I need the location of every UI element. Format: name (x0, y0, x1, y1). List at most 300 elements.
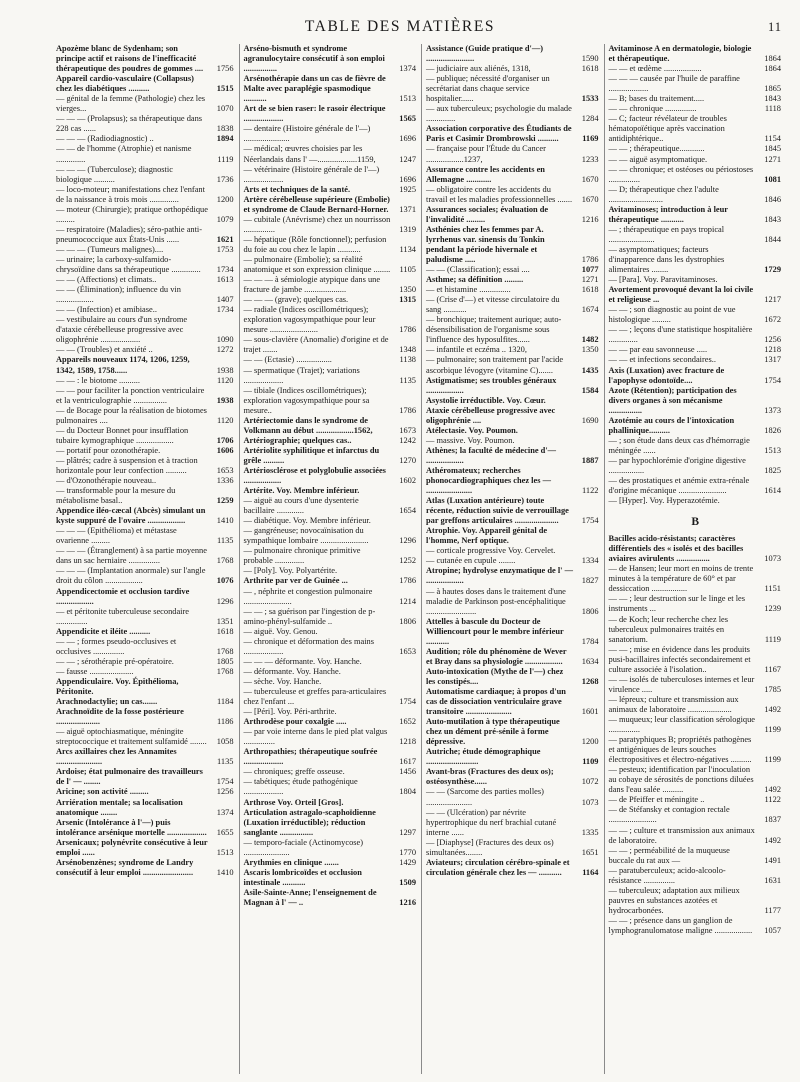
entry-text: — — — à sémiologie atypique dans une fracture de jambe .................... (243, 275, 381, 295)
entry-page-number: 1825 (764, 465, 781, 475)
entry-text: Attelles à bascule du Docteur de Williencourt pour le membre inférieur ........... (426, 616, 564, 646)
entry-text: — spermatique (Trajet); variations ................... (243, 365, 360, 385)
entry-page-number: 1654 (399, 506, 416, 516)
entry-text: — — (Ulcération) par névrite hypertrophique du nerf brachial cutané interne ...... (426, 807, 557, 837)
entry-text: Arséno-bismuth et syndrome agranulocytaire consécutif à son emploi ................ (243, 44, 385, 74)
entry-page-number: 1754 (581, 516, 599, 526)
index-entry (56, 476, 235, 486)
entry-page-number: 1199 (764, 725, 781, 735)
entry-text: — de Stéfansky et contagion rectale ....................... (608, 805, 730, 825)
entry-page-number: 1259 (216, 496, 234, 506)
entry-page-number: 1169 (582, 134, 599, 144)
index-entry (609, 225, 783, 245)
entry-page-number: 1138 (399, 355, 416, 365)
index-entry (244, 657, 418, 667)
index-entry (56, 305, 235, 315)
entry-text: Autriche; étude démographique ......................... (426, 747, 541, 767)
index-entry (609, 345, 783, 355)
entry-text: Art de se bien raser: le rasoir électrique ................... (243, 104, 386, 124)
index-entry (244, 446, 418, 466)
entry-text: — — chronique ............... (608, 104, 697, 114)
entry-page-number: 1754 (399, 697, 416, 707)
index-entry (56, 798, 235, 818)
index-entry (609, 695, 783, 715)
index-entry (56, 727, 235, 747)
entry-page-number: 1509 (399, 877, 416, 887)
entry-page-number: 1057 (764, 925, 781, 935)
index-entry (426, 717, 600, 747)
entry-text: — — (Sarcome des parties molles) ...................... (426, 787, 544, 807)
entry-page-number: 1315 (399, 295, 416, 305)
index-entry (56, 386, 235, 406)
entry-text: — corticale progressive Voy. Cervelet. (426, 546, 556, 556)
entry-text: — — aiguë asymptomatique. (608, 154, 708, 164)
entry-page-number: 1753 (216, 244, 234, 254)
index-entry (244, 275, 418, 295)
entry-text: — aux tuberculeux; psychologie du malade .............. (426, 104, 572, 124)
entry-page-number: 1784 (581, 636, 599, 646)
entry-text: — — (Infection) et amibiase.. (56, 305, 157, 315)
entry-text: — judiciaire aux aliénés, 1318, (426, 64, 531, 74)
entry-page-number: 1768 (216, 556, 234, 566)
entry-page-number: 1077 (581, 265, 599, 275)
entry-text: — — ; thérapeutique............ (608, 144, 705, 154)
entry-text: — lépreux; culture et transmission aux animaux de laboratoire ..................... (608, 694, 739, 714)
entry-page-number: 1491 (764, 855, 781, 865)
index-entry (426, 406, 600, 426)
entry-page-number: 1216 (399, 897, 416, 907)
index-entry (244, 104, 418, 124)
entry-text: Artériectomie dans le syndrome de Volkmann au début ..................1562, (243, 415, 373, 435)
index-entry (56, 185, 235, 205)
index-entry (426, 104, 600, 124)
index-entry (609, 594, 783, 614)
index-entry (609, 715, 783, 735)
entry-page-number: 1317 (764, 355, 781, 365)
index-entry (56, 697, 235, 707)
entry-text: — tuberculeux; adaptation aux milieux pauvres en substances azotées et hydrocarbonées. (608, 885, 740, 915)
index-entry (56, 566, 235, 586)
entry-page-number: 1105 (399, 265, 416, 275)
index-entry (609, 205, 783, 225)
entry-text: — — ; formes pseudo-occlusives et occlusives ............... (56, 636, 177, 656)
entry-text: — — et œdème .................. (608, 64, 702, 74)
entry-page-number: 1864 (764, 54, 781, 64)
entry-page-number: 1736 (216, 174, 234, 184)
entry-page-number: 1177 (764, 905, 781, 915)
index-entry (609, 366, 783, 386)
entry-text: Ataxie cérébelleuse progressive avec oligophrénie .... (426, 405, 556, 425)
entry-page-number: 1429 (399, 857, 416, 867)
entry-text: Athènes; la faculté de médecine d'— .................. (426, 445, 557, 465)
entry-text: — , néphrite et congestion pulmonaire ....................... (243, 586, 373, 606)
entry-page-number: 1371 (399, 204, 416, 214)
index-entry (56, 44, 235, 74)
entry-page-number: 1239 (764, 604, 781, 614)
index-entry (56, 546, 235, 566)
entry-text: — — — causée par l'huile de paraffine ................... (608, 74, 740, 94)
index-entry (609, 534, 783, 564)
entry-page-number: 1786 (581, 254, 599, 264)
index-entry (426, 546, 600, 556)
index-entry (426, 667, 600, 687)
entry-text: — génital de la femme (Pathologie) chez les vierges... (56, 94, 206, 114)
entry-text: Azotémie au cours de l'intoxication phallinique.......... (608, 415, 735, 435)
entry-page-number: 1135 (217, 536, 234, 546)
entry-page-number: 1492 (764, 835, 781, 845)
index-entry (56, 587, 235, 607)
entry-text: — — de l'homme (Atrophie) et nanisme .............. (56, 144, 192, 164)
index-columns (56, 44, 786, 1074)
index-entry (56, 345, 235, 355)
index-entry (609, 144, 783, 154)
entry-text: Association corporative des Étudiants de Paris et Casimir Drombrowski .......... (426, 124, 572, 144)
entry-page-number: 1350 (581, 345, 599, 355)
entry-text: — [Para]. Voy. Paravitaminoses. (608, 275, 718, 285)
entry-text: — [Poly]. Voy. Polyartérite. (243, 566, 338, 576)
entry-text: Auto-mutilation à type thérapeutique chez un dément pré-sénile à forme dépressive. (426, 717, 560, 747)
index-entry (244, 637, 418, 657)
index-entry (426, 225, 600, 265)
entry-text: Arsénothérapie dans un cas de fièvre de Malte avec paraplégie spasmodique ........... (243, 74, 386, 104)
index-entry (56, 526, 235, 546)
index-entry (609, 765, 783, 795)
index-entry (609, 104, 783, 114)
index-entry (244, 798, 418, 808)
index-entry (426, 396, 600, 406)
entry-text: — paratyphiques B; propriétés pathogènes et antigéniques de leurs souches électropositives et électro-négatives .......... (608, 735, 752, 765)
index-entry (609, 185, 783, 205)
entry-text: — pulmonaire (Embolie); sa réalité anatomique et son expression clinique ........ (243, 254, 391, 275)
entry-text: — respiratoire (Maladies); séro-pathie anti-pneumococcique aux États-Unis ...... (56, 224, 203, 244)
entry-page-number: 1729 (764, 265, 781, 275)
entry-text: — — (Classification); essai .... (426, 265, 530, 275)
entry-text: Atélectasie. Voy. Poumon. (426, 425, 518, 435)
entry-page-number: 1631 (764, 875, 781, 885)
entry-page-number: 1217 (764, 295, 781, 305)
entry-text: Appareil cardio-vasculaire (Collapsus) chez les diabétiques .......... (56, 74, 194, 94)
index-entry (609, 74, 783, 94)
entry-text: — par hypochlorémie d'origine digestive ................. (608, 455, 746, 475)
index-entry (244, 215, 418, 235)
index-entry (426, 315, 600, 345)
index-entry (244, 185, 418, 195)
entry-text: Athéromateux; recherches phonocardiographiques chez les — ...................... (426, 465, 551, 496)
index-entry (56, 315, 235, 345)
index-entry (244, 566, 418, 576)
entry-page-number: 1513 (399, 94, 416, 104)
index-entry (609, 416, 783, 436)
entry-page-number: 1674 (581, 305, 599, 315)
entry-text: Asthme; sa définition ......... (426, 275, 524, 285)
entry-page-number: 1135 (399, 375, 416, 385)
index-entry (244, 888, 418, 908)
entry-page-number: 1164 (582, 867, 599, 877)
entry-text: Arachnodactylie; un cas....... (56, 697, 158, 707)
entry-page-number: 1734 (216, 305, 234, 315)
index-entry (244, 44, 418, 74)
entry-page-number: 1655 (216, 827, 234, 837)
entry-text: Aviateurs; circulation cérébro-spinale et circulation générale chez les — ........... (426, 857, 570, 877)
entry-text: — chronique et déformation des mains ................... (243, 636, 374, 656)
entry-page-number: 1350 (399, 285, 416, 295)
index-entry (426, 265, 600, 275)
entry-text: Arthrose Voy. Orteil [Gros]. (243, 797, 344, 807)
entry-page-number: 1806 (399, 616, 416, 626)
entry-page-number: 1410 (216, 867, 234, 877)
index-entry (244, 808, 418, 838)
entry-page-number: 1256 (216, 787, 234, 797)
entry-text: — aiguë. Voy. Genou. (243, 626, 318, 636)
index-entry (244, 295, 418, 305)
entry-page-number: 1614 (764, 486, 781, 496)
index-entry (426, 185, 600, 205)
index-entry (244, 526, 418, 546)
index-entry (244, 74, 418, 104)
entry-text: Atrophie. Voy. Appareil génital de l'homme, Nerf optique. (426, 526, 548, 546)
index-entry (244, 466, 418, 486)
entry-text: — et histamine ............... (426, 285, 511, 295)
index-entry (426, 285, 600, 295)
entry-text: — — ; leur destruction sur le linge et les instruments ... (608, 594, 746, 614)
entry-text: — — ; leçons d'une statistique hospitalière .............. (608, 325, 753, 345)
entry-text: Appareils nouveaux 1174, 1206, 1259, 1342, 1589, 1758...... (56, 355, 190, 375)
index-entry (426, 144, 600, 164)
entry-text: — tibiale (Indices oscillométriques); exploration vagosympathique pour sa mesure.. (243, 385, 370, 415)
index-entry (244, 386, 418, 416)
entry-page-number: 1786 (399, 325, 416, 335)
index-entry (609, 285, 783, 305)
entry-page-number: 1122 (582, 486, 599, 496)
entry-text: — à hautes doses dans le traitement d'une maladie de Parkinson post-encéphalitique ........................ (426, 586, 566, 616)
entry-page-number: 1435 (581, 365, 599, 375)
index-entry (609, 886, 783, 916)
entry-text: — tabétiques; étude pathogénique ................... (243, 777, 358, 797)
page-title: TABLE DES MATIÈRES (304, 18, 496, 35)
index-entry (244, 868, 418, 888)
entry-text: — d'Ozonothérapie nouveau.. (56, 476, 157, 486)
entry-page-number: 1613 (216, 275, 234, 285)
entry-page-number: 1118 (764, 104, 781, 114)
index-entry (426, 496, 600, 526)
entry-page-number: 1606 (216, 445, 234, 455)
entry-text: — ; son étude dans deux cas d'hémorragie méningée ...... (608, 435, 750, 455)
entry-text: Assurance contre les accidents en Allemagne ............ (426, 164, 545, 184)
entry-page-number: 1653 (399, 646, 416, 656)
entry-text: — cutanée en cupule ........ (426, 556, 516, 566)
entry-page-number: 1120 (217, 415, 234, 425)
entry-page-number: 1602 (399, 476, 416, 486)
index-entry (56, 858, 235, 878)
entry-text: — chroniques; greffe osseuse. (243, 767, 345, 777)
entry-text: — pulmonaire; son traitement par l'acide ascorbique lévogyre (vitamine C)....... (426, 355, 564, 375)
entry-text: — portatif pour ozonothérapie. (56, 445, 161, 455)
page-number: 11 (767, 20, 782, 34)
index-entry (609, 305, 783, 325)
entry-page-number: 1076 (216, 576, 234, 586)
index-entry (56, 506, 235, 526)
entry-text: — fausse ..................... (56, 666, 134, 676)
entry-page-number: 1200 (581, 737, 599, 747)
entry-page-number: 1296 (399, 536, 416, 546)
entry-page-number: 1565 (399, 114, 416, 124)
index-entry (56, 165, 235, 185)
entry-text: — — isolés de tuberculoses internes et leur virulence ..... (608, 674, 755, 694)
index-entry (426, 808, 600, 838)
index-entry (244, 777, 418, 797)
entry-text: Arsénobenzènes; syndrome de Landry consécutif à leur emploi ........................ (56, 857, 194, 877)
entry-text: Ardoise; état pulmonaire des travailleurs de l' — ........ (56, 767, 203, 787)
entry-text: Atlas (Luxation antérieure) toute récente, réduction suivie de verrouillage par greffons articulaires ..................... (426, 496, 569, 526)
index-entry (56, 255, 235, 275)
index-entry (426, 355, 600, 375)
entry-text: — aiguë au cours d'une dysenterie bacillaire ............. (243, 496, 359, 516)
entry-text: Avitaminoses; introduction à leur thérapeutique ........... (608, 204, 728, 224)
entry-page-number: 1618 (581, 285, 599, 295)
index-entry (609, 564, 783, 594)
index-entry (426, 587, 600, 617)
entry-page-number: 1670 (581, 174, 599, 184)
index-entry (244, 627, 418, 637)
index-entry (426, 165, 600, 185)
entry-page-number: 1233 (581, 154, 599, 164)
entry-text: — sous-clavière (Anomalie) d'origine et de trajet ....... (243, 335, 389, 355)
entry-text: — des prostatiques et anémie extra-rénale d'origine mécanique ....................... (608, 476, 750, 496)
entry-page-number: 1887 (581, 455, 599, 465)
index-entry (244, 144, 418, 164)
index-entry (426, 687, 600, 717)
index-entry (56, 205, 235, 225)
entry-page-number: 1167 (764, 664, 781, 674)
entry-text: Arachnoïdite de la fosse postérieure ..................... (56, 707, 184, 727)
index-entry (56, 245, 235, 255)
index-entry (609, 496, 783, 506)
entry-text: — ; thérapeutique en pays tropical ...................... (608, 224, 725, 244)
entry-text: — pesteux; identification par l'inoculation au cobaye de sérosités de ponctions diluées dans l'eau salée .......... (608, 765, 754, 795)
index-entry (56, 426, 235, 446)
index-entry (244, 305, 418, 335)
entry-text: — — ; son diagnostic au point de vue histologique ......... (608, 305, 736, 325)
index-entry (609, 456, 783, 476)
index-entry (244, 838, 418, 858)
entry-text: — [Diaphyse] (Fractures des deux os) simultanées........ (426, 837, 554, 857)
entry-text: Arts et techniques de la santé. (243, 184, 351, 194)
entry-text: Arthrodèse pour coxalgie ..... (243, 717, 347, 727)
index-entry (609, 476, 783, 496)
entry-page-number: 1242 (399, 435, 416, 445)
index-entry (244, 486, 418, 496)
index-entry (244, 607, 418, 627)
index-entry (56, 667, 235, 677)
entry-page-number: 1894 (216, 134, 234, 144)
entry-text: — obligatoire contre les accidents du travail et les maladies professionnelles ....... (426, 184, 573, 204)
entry-text: Assistance (Guide pratique d'—) ....................... (426, 44, 544, 64)
entry-page-number: 1786 (399, 576, 416, 586)
entry-text: — — ; perméabilité de la muqueuse buccale du rat aux — (608, 845, 730, 865)
index-entry (426, 275, 600, 285)
index-column (604, 44, 787, 1074)
index-entry (56, 225, 235, 245)
entry-text: Avortement provoqué devant la loi civile et religieuse ... (608, 285, 754, 305)
entry-text: Arcs axillaires chez les Annamites ...................... (56, 747, 177, 767)
entry-page-number: 1135 (217, 757, 234, 767)
index-entry (56, 144, 235, 164)
entry-text: — loco-moteur; manifestations chez l'enfant de la naissance à trois mois .............. (56, 184, 205, 204)
entry-page-number: 1334 (581, 556, 599, 566)
entry-text: — — ; mise en évidence dans les produits pusi-bacillaires infectés secondairement et culture associée à l'isolation.. (608, 644, 751, 674)
section-letter: B (691, 516, 700, 529)
index-entry (609, 325, 783, 345)
entry-page-number: 1768 (216, 666, 234, 676)
entry-text: Axis (Luxation) avec fracture de l'apophyse odontoïde.... (608, 365, 725, 385)
entry-text: — française pour l'Étude du Cancer ..................1237, (426, 144, 546, 164)
entry-text: — gangréneuse; novocaïnisation du sympathique lombaire ....................... (243, 526, 369, 546)
entry-page-number: 1119 (764, 634, 781, 644)
index-entry (609, 114, 783, 144)
index-entry (609, 735, 783, 765)
entry-text: Appendicite et iléite .......... (56, 626, 151, 636)
index-column (56, 44, 239, 1074)
entry-text: — — — (grave); quelques cas. (243, 295, 349, 305)
entry-page-number: 1120 (217, 375, 234, 385)
entry-page-number: 1271 (764, 154, 781, 164)
entry-page-number: 1335 (581, 827, 599, 837)
entry-page-number: 1456 (399, 767, 416, 777)
index-entry (426, 426, 600, 436)
entry-page-number: 1351 (216, 616, 234, 626)
entry-text: — par voie interne dans le pied plat valgus ............... (243, 727, 388, 747)
entry-text: Arriération mentale; sa localisation anatomique ........ (56, 797, 183, 817)
index-entry (426, 295, 600, 315)
entry-page-number: 1843 (764, 214, 781, 224)
entry-text: — — pour faciliter la ponction ventriculaire et la ventriculographie ................ (56, 385, 205, 405)
index-entry (426, 838, 600, 858)
entry-text: Aricine; son activité ......... (56, 787, 149, 797)
index-entry (244, 727, 418, 747)
index-entry (609, 916, 783, 936)
entry-page-number: 1256 (764, 335, 781, 345)
entry-page-number: 1533 (581, 94, 599, 104)
entry-text: — — ; culture et transmission aux animaux de laboratoire. (608, 825, 755, 845)
entry-page-number: 1706 (216, 435, 234, 445)
index-entry (56, 114, 235, 134)
index-entry (244, 335, 418, 355)
entry-text: — vétérinaire (Histoire générale de l'—) ................... (243, 164, 380, 184)
index-entry (426, 124, 600, 144)
index-entry (609, 44, 783, 64)
entry-page-number: 1618 (216, 626, 234, 636)
entry-page-number: 1754 (764, 375, 781, 385)
index-entry (244, 747, 418, 767)
entry-text: — — ; sérothérapie pré-opératoire. (56, 656, 174, 666)
entry-text: — — (Ectasie) ................. (243, 355, 332, 365)
index-entry (609, 826, 783, 846)
entry-page-number: 1696 (399, 174, 416, 184)
entry-page-number: 1319 (399, 224, 416, 234)
entry-text: — — chronique; et ostéoses ou périostoses ............... (608, 164, 754, 184)
index-entry (244, 587, 418, 607)
index-entry (426, 205, 600, 225)
entry-page-number: 1513 (764, 445, 781, 455)
entry-page-number: 1590 (581, 54, 599, 64)
entry-text: Arsenicaux; polynévrite consécutive à leur emploi ...... (56, 837, 208, 857)
index-entry (609, 386, 783, 416)
index-entry (426, 526, 600, 546)
index-entry (244, 546, 418, 566)
entry-text: — — : le biotome .......... (56, 375, 140, 385)
entry-page-number: 1348 (399, 345, 416, 355)
entry-text: — cubitale (Anévrisme) chez un nourrisson ............... (243, 214, 391, 234)
